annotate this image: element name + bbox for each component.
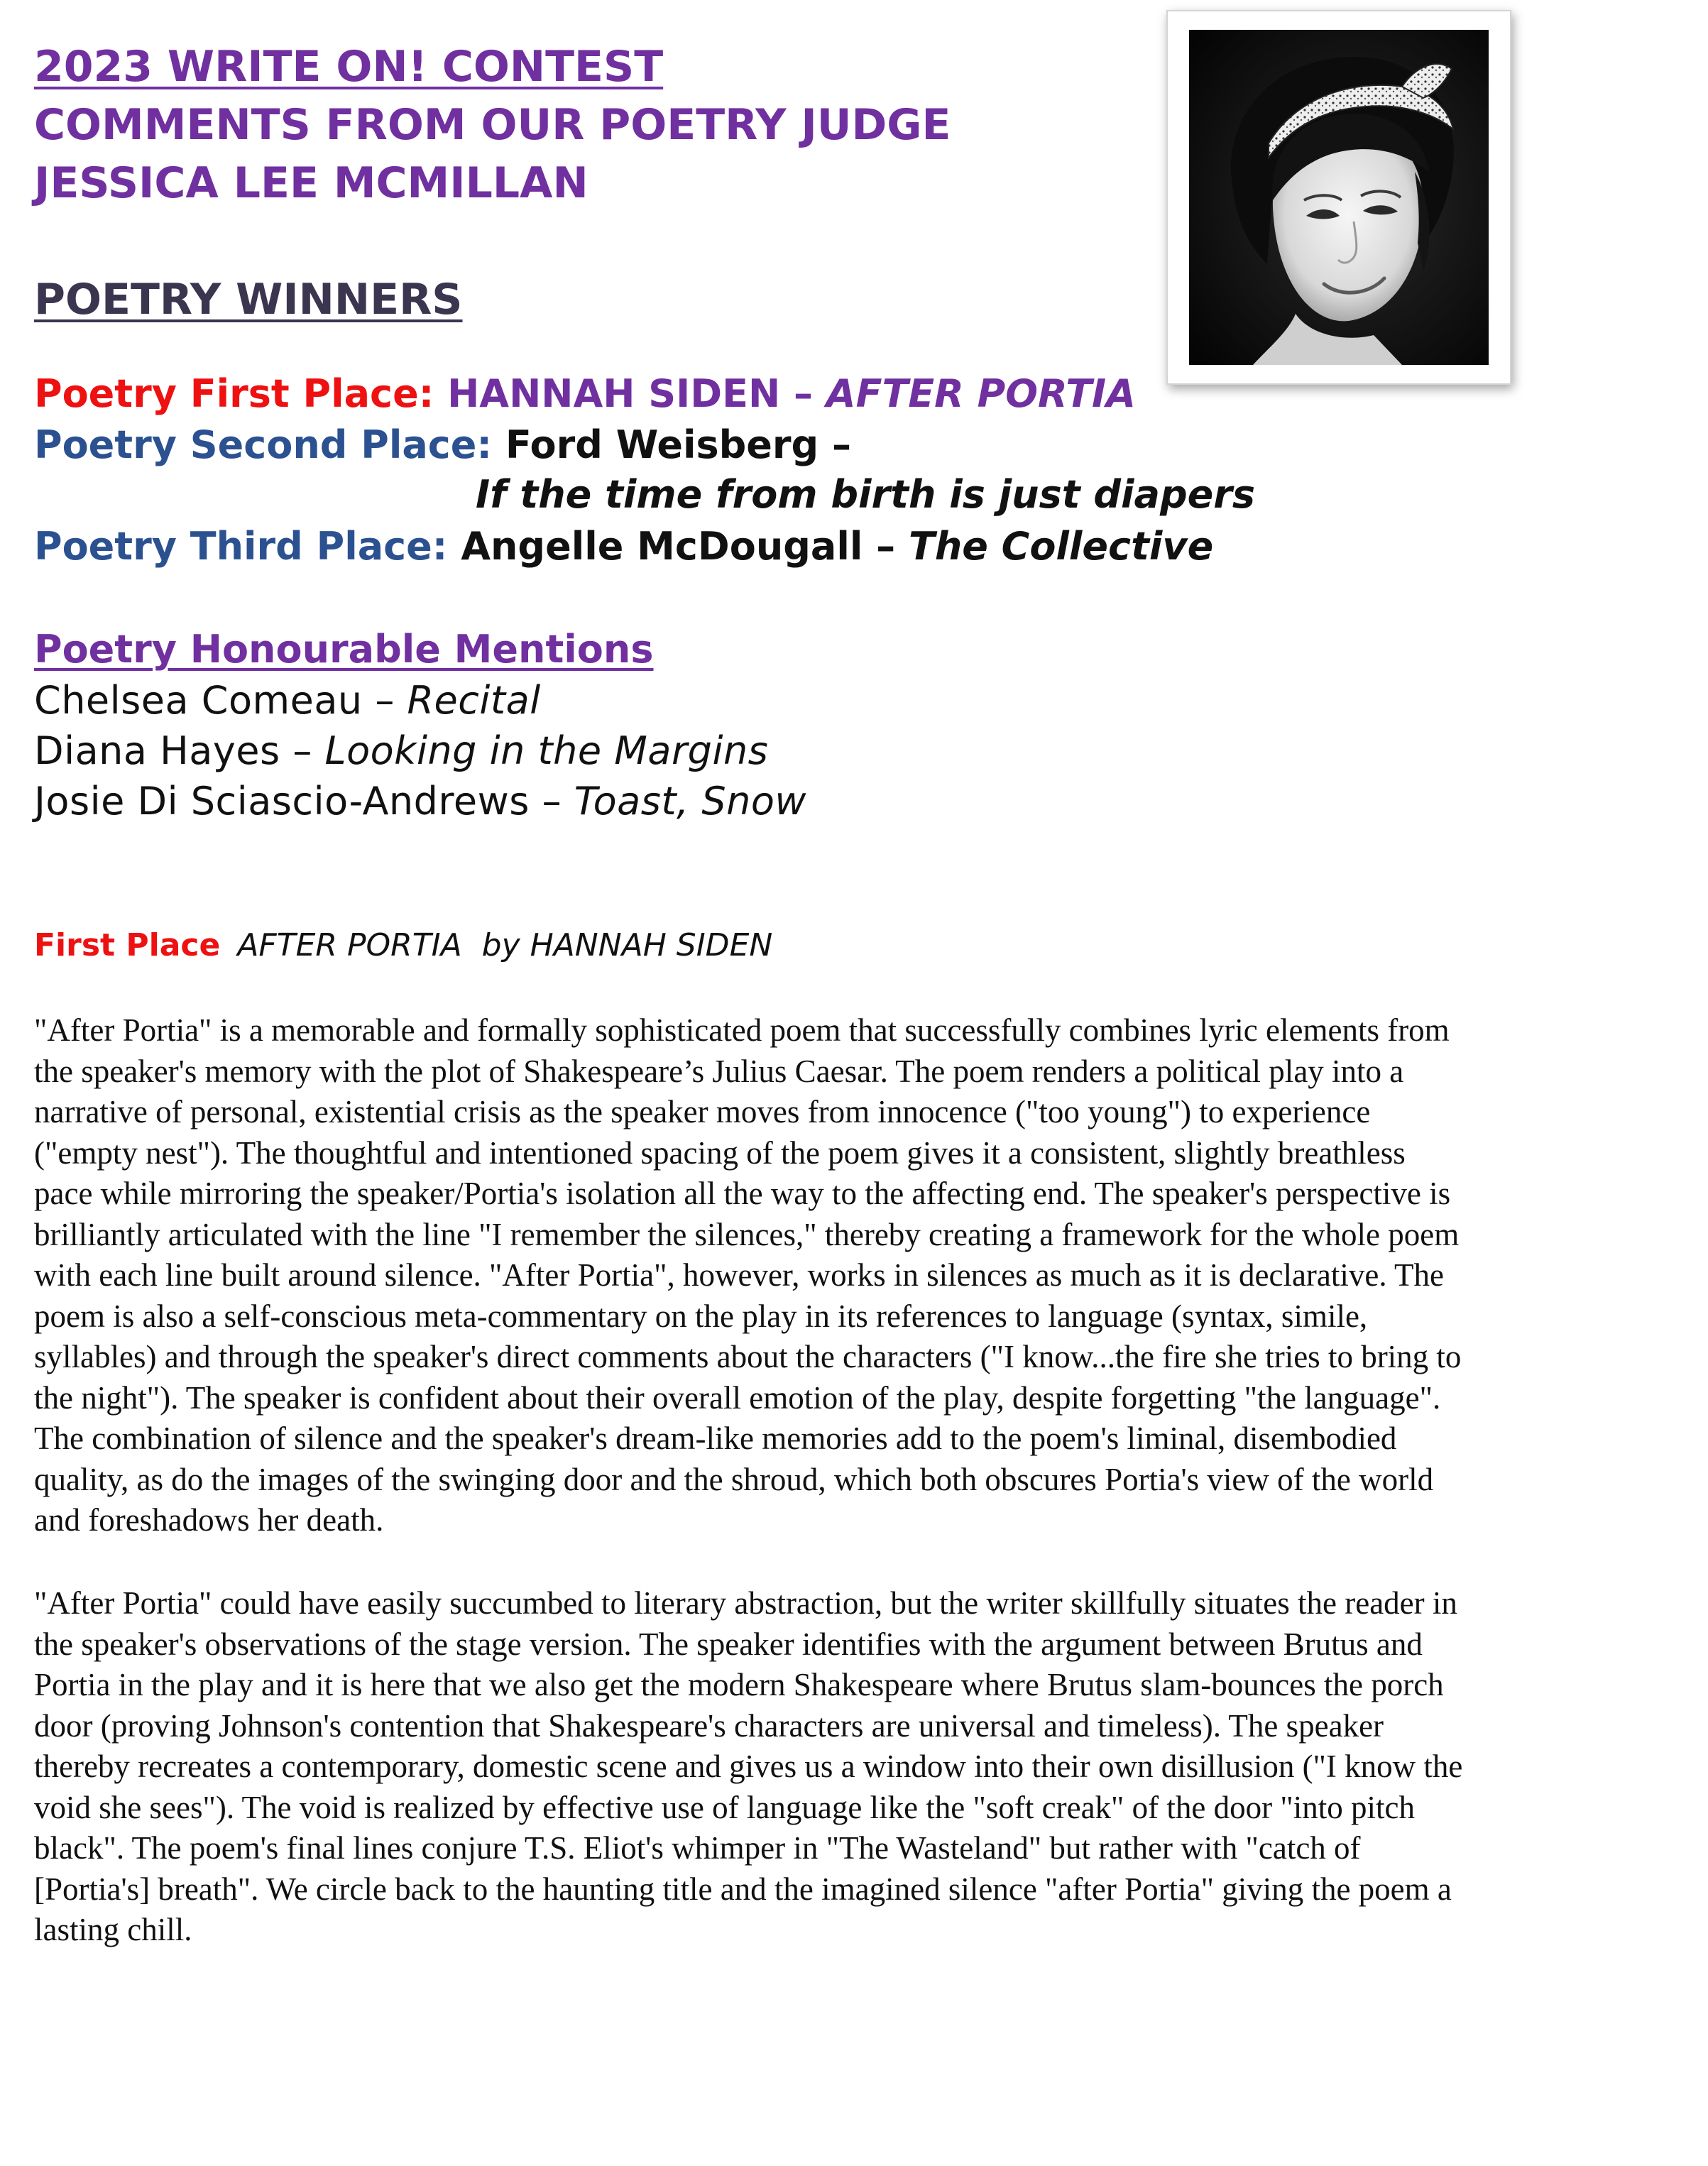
honourable-mention-author: Chelsea Comeau –	[34, 678, 395, 723]
paragraph-line: ("empty nest"). The thoughtful and intentioned spacing of the poem gives it a consistent, slightly breathless	[34, 1134, 1406, 1171]
paragraph-line: with each line built around silence. "After Portia", however, works in silences as much as it is declarative. The	[34, 1257, 1445, 1293]
honourable-mention-item	[34, 728, 769, 773]
second-place-title: If the time from birth is just diapers	[476, 472, 1256, 517]
poetry-winners-heading: POETRY WINNERS	[34, 275, 463, 324]
paragraph-line: pace while mirroring the speaker/Portia's isolation all the way to the affecting end. The speaker's perspective is	[34, 1176, 1451, 1211]
honourable-mention-item	[34, 678, 541, 723]
paragraph-line: black". The poem's final lines conjure T.S. Eliot's whimper in "The Wasteland" but rather with "catch of	[34, 1830, 1361, 1866]
third-place-line	[34, 524, 1214, 569]
second-place-label: Poetry Second Place:	[34, 422, 493, 467]
second-place-line	[34, 422, 852, 467]
judge-comments-heading: COMMENTS FROM OUR POETRY JUDGE	[34, 100, 951, 150]
paragraph-line: [Portia's] breath". We circle back to the haunting title and the imagined silence "after Portia" giving the poem a	[34, 1871, 1452, 1907]
honourable-mentions-heading: Poetry Honourable Mentions	[34, 627, 654, 672]
paragraph-line: the night"). The speaker is confident about their overall emotion of the play, despite forgetting "the language".	[34, 1379, 1441, 1416]
commentary-paragraph-1	[34, 1010, 1667, 1541]
first-place-section-heading	[34, 927, 773, 963]
first-place-author: HANNAH SIDEN –	[447, 371, 813, 416]
first-place-line	[34, 371, 1136, 416]
judge-name: JESSICA LEE MCMILLAN	[34, 158, 589, 208]
commentary-paragraph-2	[34, 1583, 1667, 1951]
honourable-mention-title: Looking in the Margins	[324, 728, 769, 773]
honourable-mention-author: Josie Di Sciascio-Andrews –	[34, 779, 562, 824]
first-place-title: AFTER PORTIA	[826, 371, 1136, 416]
judge-photo	[1189, 30, 1489, 365]
paragraph-line: the speaker's memory with the plot of Shakespeare’s Julius Caesar. The poem renders a political play into a	[34, 1053, 1404, 1089]
second-place-author: Ford Weisberg –	[505, 422, 852, 467]
first-place-section-title: AFTER PORTIA by HANNAH SIDEN	[237, 927, 773, 963]
third-place-author: Angelle McDougall –	[461, 524, 896, 569]
paragraph-line: quality, as do the images of the swinging door and the shroud, which both obscures Portia's view of the world	[34, 1461, 1434, 1497]
paragraph-line: and foreshadows her death.	[34, 1502, 384, 1538]
paragraph-line: the speaker's observations of the stage version. The speaker identifies with the argument between Brutus and	[34, 1626, 1423, 1662]
paragraph-line: syllables) and through the speaker's direct comments about the characters ("I know...the fire she tries to bring to	[34, 1339, 1462, 1374]
honourable-mention-title: Toast, Snow	[574, 779, 807, 824]
first-place-label: Poetry First Place:	[34, 371, 434, 416]
paragraph-line: lasting chill.	[34, 1912, 192, 1947]
paragraph-line: Portia in the play and it is here that we also get the modern Shakespeare where Brutus slam-bounces the porch	[34, 1667, 1444, 1702]
paragraph-line: The combination of silence and the speaker's dream-like memories add to the poem's liminal, disembodied	[34, 1421, 1397, 1456]
third-place-title: The Collective	[908, 524, 1214, 569]
honourable-mention-author: Diana Hayes –	[34, 728, 312, 773]
paragraph-line: door (proving Johnson's contention that Shakespeare's characters are universal and timeless). The speaker	[34, 1707, 1384, 1744]
paragraph-line: poem is also a self-conscious meta-commentary on the play in its references to language (syntax, simile,	[34, 1298, 1368, 1334]
paragraph-line: void she sees"). The void is realized by effective use of language like the "soft creak" of the door "into pitch	[34, 1789, 1415, 1825]
first-place-section-label: First Place	[34, 927, 221, 963]
paragraph-line: thereby recreates a contemporary, domestic scene and gives us a window into their own disillusion ("I know the	[34, 1749, 1463, 1784]
paragraph-line: "After Portia" could have easily succumbed to literary abstraction, but the writer skillfully situates the reader in	[34, 1585, 1457, 1621]
judge-photo-frame	[1166, 10, 1511, 385]
honourable-mention-title: Recital	[407, 678, 541, 723]
contest-title: 2023 WRITE ON! CONTEST	[34, 42, 664, 92]
paragraph-line: brilliantly articulated with the line "I remember the silences," thereby creating a framework for the whole poem	[34, 1216, 1460, 1252]
paragraph-line: narrative of personal, existential crisis as the speaker moves from innocence ("too young") to experience	[34, 1094, 1371, 1130]
third-place-label: Poetry Third Place:	[34, 524, 448, 569]
honourable-mention-item	[34, 779, 807, 824]
paragraph-line: "After Portia" is a memorable and formally sophisticated poem that successfully combines lyric elements from	[34, 1012, 1450, 1048]
